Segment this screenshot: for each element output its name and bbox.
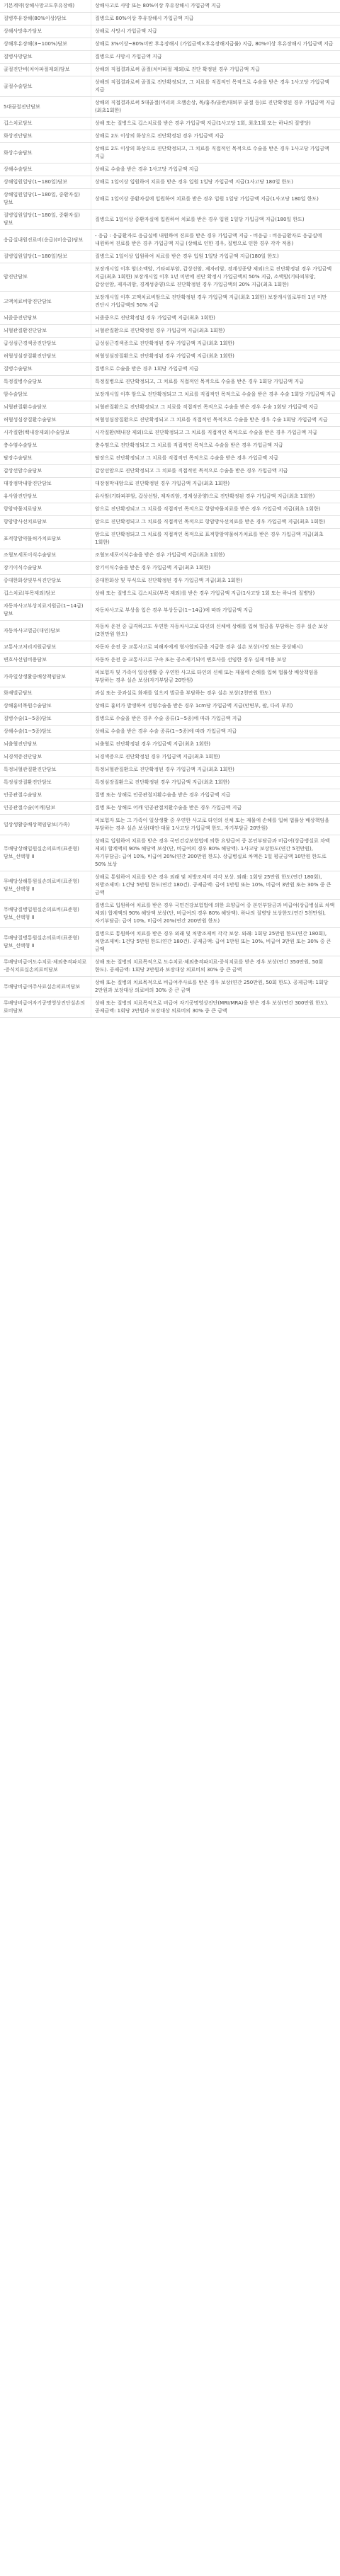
coverage-name: 화상진단담보 bbox=[0, 130, 91, 143]
coverage-description: 뇌혈관질환으로 진단확정된 경우 가입금액 지급(최초 1회한) bbox=[91, 325, 340, 338]
coverage-description: 허혈성심장질환으로 진단확정된 경우 가입금액 지급(최초 1회한) bbox=[91, 350, 340, 363]
coverage-description: 질병으로 80%이상 후유장해시 가입금액 지급 bbox=[91, 13, 340, 25]
coverage-description: 과실 또는 중과실로 화재를 일으켜 벌금을 부담하는 경우 실손 보상(2천만원 한도) bbox=[91, 687, 340, 700]
coverage-description: 자동차사고로 부상을 입은 경우 부상등급(1~14급)에 따라 가입금액 지급 bbox=[91, 600, 340, 621]
coverage-name: 뇌경색증진단담보 bbox=[0, 751, 91, 764]
coverage-name: 특정심장질환진단담보 bbox=[0, 777, 91, 789]
coverage-row bbox=[0, 764, 340, 777]
coverage-row bbox=[0, 25, 340, 38]
coverage-name: 가족일상생활중배상책임담보 bbox=[0, 667, 91, 687]
coverage-description: 질병으로 수술을 받은 경우 수술 종류(1~5종)에 따라 가입금액 지급 bbox=[91, 713, 340, 726]
coverage-description: 상해로 2도 이상의 화상으로 진단확정된 경우 가입금액 지급 bbox=[91, 130, 340, 143]
coverage-row bbox=[0, 452, 340, 465]
coverage-row bbox=[0, 503, 340, 516]
coverage-description: 상해 또는 질병으로 깁스치료를 받은 경우 가입금액 지급(1사고당 1회, 최초1회 또는 하나의 질병당) bbox=[91, 118, 340, 130]
coverage-row bbox=[0, 928, 340, 956]
coverage-row bbox=[0, 376, 340, 389]
coverage-description: 상해 또는 질병으로 깁스치료(부목 제외)를 받은 경우 가입금액 지급(1사고당 1회 또는 하나의 질병당) bbox=[91, 588, 340, 600]
coverage-description: 상해의 직접결과로써 골절로 진단확정되고, 그 치료를 직접적인 목적으로 수술을 받은 경우 1사고당 가입금액 지급 bbox=[91, 76, 340, 97]
coverage-description: 질병으로 1일이상 입원하여 치료를 받은 경우 입원 1일당 가입금액 지급(180일 한도) bbox=[91, 251, 340, 263]
coverage-name: 상해사망추가담보 bbox=[0, 25, 91, 38]
coverage-row bbox=[0, 338, 340, 350]
coverage-name: 골절수술담보 bbox=[0, 76, 91, 97]
coverage-name: 시각질환(백내장제외)수술담보 bbox=[0, 427, 91, 440]
coverage-row bbox=[0, 350, 340, 363]
coverage-name: 장기이식수술담보 bbox=[0, 562, 91, 575]
coverage-description: 질병으로 통원하여 치료를 받은 경우 외래 및 처방조제비 각각 보상. 외래: 1회당 25만원 한도(연간 180회), 처방조제비: 1건당 5만원 한도(연간 180건). 공제금액: 급여 1만원 또는 10%, 비급여 3만원 또는 30% 중 큰 금액 bbox=[91, 928, 340, 956]
coverage-row bbox=[0, 51, 340, 64]
coverage-row bbox=[0, 210, 340, 230]
coverage-description: 상해사고로 사망 또는 80%이상 후유장해시 가입금액 지급 bbox=[91, 0, 340, 13]
coverage-description: 상해로 2도 이상의 화상으로 진단확정되고, 그 치료를 직접적인 목적으로 수술을 받은 경우 1사고당 가입금액 지급 bbox=[91, 143, 340, 164]
coverage-row bbox=[0, 465, 340, 478]
coverage-description: 피보험자 또는 그 가족이 일상생활 중 우연한 사고로 타인의 신체 또는 재물에 손해를 입혀 법률상 배상책임을 부담하는 경우 실손 보상(대인·대물 1사고당 가입금액 한도, 자기부담금 20만원) bbox=[91, 815, 340, 835]
coverage-name: 고액치료비암진단담보 bbox=[0, 292, 91, 312]
coverage-description: 상해로 3%이상~80%미만 후유장해시 (가입금액×후유장해지급률) 지급, 80%이상 후유장해시 가입금액 지급 bbox=[91, 38, 340, 51]
coverage-row bbox=[0, 251, 340, 263]
coverage-description: 질병으로 1일이상 중환자실에 입원하여 치료를 받은 경우 입원 1일당 가입금액 지급(180일 한도) bbox=[91, 210, 340, 230]
coverage-name: 상해입원일당(1~180일)담보 bbox=[0, 176, 91, 189]
coverage-name: 응급실내원진료비(응급)(비응급)담보 bbox=[0, 230, 91, 251]
coverage-description: 보장개시일 이후 암(소액암, 기타피부암, 갑상선암, 제자리암, 경계성종양 제외)으로 진단확정된 경우 가입금액 지급(최초 1회한) 보장개시일 이후 1년 미만에 진단 확정시 가입금액의 50% 지급, 소액암(기타피부암, 갑상선암, 제자리암, 경계성종양)으로 진단확정된 경우 가입금액의 20% 지급(최초 1회한) bbox=[91, 263, 340, 292]
coverage-row bbox=[0, 621, 340, 641]
coverage-name: 뇌혈관질환수술담보 bbox=[0, 401, 91, 414]
coverage-row bbox=[0, 789, 340, 802]
coverage-description: 급성심근경색증으로 진단확정된 경우 가입금액 지급(최초 1회한) bbox=[91, 338, 340, 350]
coverage-name: 질병수술(1~5종)담보 bbox=[0, 713, 91, 726]
coverage-description: 상해로 수술을 받은 경우 1사고당 가입금액 지급 bbox=[91, 164, 340, 176]
coverage-row bbox=[0, 414, 340, 427]
coverage-name: 뇌혈관질환진단담보 bbox=[0, 325, 91, 338]
coverage-row bbox=[0, 440, 340, 452]
coverage-name: 상해후유장해(3~100%)담보 bbox=[0, 38, 91, 51]
coverage-name: 무배당질병입원실손의료비(표준형)담보_선택형 II bbox=[0, 900, 91, 928]
coverage-row bbox=[0, 478, 340, 491]
coverage-name: 유사암진단담보 bbox=[0, 491, 91, 503]
coverage-row bbox=[0, 38, 340, 51]
coverage-name: 질병사망담보 bbox=[0, 51, 91, 64]
coverage-name: 충수염수술담보 bbox=[0, 440, 91, 452]
coverage-description: - 응급 : 응급환자로 응급실에 내원하여 진료를 받은 경우 가입금액 지급 - 비응급 : 비응급환자로 응급실에 내원하여 진료를 받은 경우 가입금액 지급 (상해로 인한 경우, 질병으로 인한 경우 각각 적용) bbox=[91, 230, 340, 251]
coverage-row bbox=[0, 667, 340, 687]
coverage-description: 질병으로 사망시 가입금액 지급 bbox=[91, 51, 340, 64]
coverage-name: 자동차사고벌금(대인)담보 bbox=[0, 621, 91, 641]
coverage-row bbox=[0, 871, 340, 900]
coverage-row bbox=[0, 401, 340, 414]
coverage-name: 인공관절수술담보 bbox=[0, 789, 91, 802]
coverage-description: 뇌졸중으로 진단확정된 경우 가입금액 지급(최초 1회한) bbox=[91, 312, 340, 325]
coverage-row bbox=[0, 76, 340, 97]
coverage-description: 허혈성심장질환으로 진단확정되고 그 치료를 직접적인 목적으로 수술을 받은 경우 수술 1회당 가입금액 지급 bbox=[91, 414, 340, 427]
coverage-row bbox=[0, 325, 340, 338]
coverage-table bbox=[0, 0, 340, 1018]
coverage-row bbox=[0, 164, 340, 176]
coverage-description: 상해 또는 질병의 치료목적으로 도수치료·체외충격파치료·증식치료를 받은 경우 보상(연간 350만원, 50회 한도). 공제금액: 1회당 2만원과 보장대상 의료비의 30% 중 큰 금액 bbox=[91, 956, 340, 977]
coverage-row bbox=[0, 491, 340, 503]
coverage-name: 무배당비급여도수치료·체외충격파치료·증식치료실손의료비담보 bbox=[0, 956, 91, 977]
coverage-description: 조혈모세포이식수술을 받은 경우 가입금액 지급(최초 1회한) bbox=[91, 549, 340, 562]
coverage-row bbox=[0, 516, 340, 529]
coverage-row bbox=[0, 802, 340, 815]
coverage-row bbox=[0, 977, 340, 997]
coverage-name: 허혈성심장질환수술담보 bbox=[0, 414, 91, 427]
coverage-name: 상해입원일당(1~180일, 중환자실)담보 bbox=[0, 189, 91, 210]
coverage-row bbox=[0, 130, 340, 143]
coverage-name: 특정질병수술담보 bbox=[0, 376, 91, 389]
coverage-row bbox=[0, 738, 340, 751]
coverage-row bbox=[0, 562, 340, 575]
coverage-name: 항암약물치료담보 bbox=[0, 503, 91, 516]
coverage-description: 상해로 입원하여 치료를 받은 경우 국민건강보험법에 의한 요양급여 중 본인부담금과 비급여(상급병실료 차액 제외) 합계액의 90% 해당액 보상(단, 비급여의 경우 80% 해당액). 1사고당 보상한도(연간 5천만원), 자기부담금: 급여 10%, 비급여 20%(연간 200만원 한도). 상급병실료 차액은 1일 평균금액 10만원 한도로 50% 보상 bbox=[91, 835, 340, 871]
coverage-description: 암으로 진단확정되고 그 치료를 직접적인 목적으로 표적항암약물허가치료를 받은 경우 가입금액 지급(최초 1회한) bbox=[91, 529, 340, 549]
coverage-description: 자동차 운전 중 교통사고로 피해자에게 형사합의금을 지급한 경우 실손 보상(사망 또는 중상해시) bbox=[91, 641, 340, 654]
coverage-description: 대장점막내암으로 진단확정된 경우 가입금액 지급(최초 1회한) bbox=[91, 478, 340, 491]
coverage-row bbox=[0, 900, 340, 928]
coverage-description: 장기이식수술을 받은 경우 가입금액 지급(최초 1회한) bbox=[91, 562, 340, 575]
coverage-row bbox=[0, 700, 340, 713]
coverage-description: 중대한화상 및 부식으로 진단확정된 경우 가입금액 지급(최초 1회한) bbox=[91, 575, 340, 588]
coverage-description: 암으로 진단확정되고 그 치료를 직접적인 목적으로 항암약물치료를 받은 경우 가입금액 지급(최초 1회한) bbox=[91, 503, 340, 516]
coverage-name: 일상생활중배상책임담보(가족) bbox=[0, 815, 91, 835]
coverage-name: 변호사선임비용담보 bbox=[0, 654, 91, 667]
coverage-name: 화상수술담보 bbox=[0, 143, 91, 164]
coverage-row bbox=[0, 588, 340, 600]
coverage-name: 암진단담보 bbox=[0, 263, 91, 292]
coverage-name: 뇌졸중진단담보 bbox=[0, 312, 91, 325]
coverage-description: 상해의 직접결과로써 5대골절(머리의 으깸손상, 목/흉추/골반/대퇴부 골절 등)로 진단확정된 경우 가입금액 지급(최초1회한) bbox=[91, 97, 340, 118]
coverage-row bbox=[0, 751, 340, 764]
coverage-row bbox=[0, 600, 340, 621]
coverage-description: 상해로 사망시 가입금액 지급 bbox=[91, 25, 340, 38]
coverage-description: 특정뇌혈관질환으로 진단확정된 경우 가입금액 지급(최초 1회한) bbox=[91, 764, 340, 777]
coverage-row bbox=[0, 176, 340, 189]
coverage-name: 깁스치료담보 bbox=[0, 118, 91, 130]
coverage-name: 무배당상해입원실손의료비(표준형)담보_선택형 II bbox=[0, 835, 91, 871]
coverage-description: 뇌혈관질환으로 진단확정되고 그 치료를 직접적인 목적으로 수술을 받은 경우 수술 1회당 가입금액 지급 bbox=[91, 401, 340, 414]
coverage-description: 암으로 진단확정되고 그 치료를 직접적인 목적으로 항암방사선치료를 받은 경우 가입금액 지급(최초 1회한) bbox=[91, 516, 340, 529]
coverage-description: 상해 또는 질병의 치료목적으로 비급여주사료를 받은 경우 보상(연간 250만원, 50회 한도). 공제금액: 1회당 2만원과 보장대상 의료비의 30% 중 큰 금액 bbox=[91, 977, 340, 997]
coverage-name: 갑상선암수술담보 bbox=[0, 465, 91, 478]
coverage-name: 질병입원일당(1~180일, 중환자실)담보 bbox=[0, 210, 91, 230]
coverage-description: 상해 또는 질병의 치료목적으로 비급여 자기공명영상진단(MRI/MRA)을 받은 경우 보상(연간 300만원 한도). 공제금액: 1회당 2만원과 보장대상 의료비의 30% 중 큰 금액 bbox=[91, 997, 340, 1018]
coverage-row bbox=[0, 0, 340, 13]
coverage-row bbox=[0, 654, 340, 667]
coverage-name: 뇌출혈진단담보 bbox=[0, 738, 91, 751]
coverage-description: 뇌경색증으로 진단확정된 경우 가입금액 지급(최초 1회한) bbox=[91, 751, 340, 764]
coverage-description: 질병 또는 상해로 인공관절치환수술을 받은 경우 가입금액 지급 bbox=[91, 789, 340, 802]
coverage-name: 무배당질병통원실손의료비(표준형)담보_선택형 II bbox=[0, 928, 91, 956]
coverage-name: 항암방사선치료담보 bbox=[0, 516, 91, 529]
coverage-name: 조혈모세포이식수술담보 bbox=[0, 549, 91, 562]
coverage-name: 깁스치료(부목제외)담보 bbox=[0, 588, 91, 600]
coverage-row bbox=[0, 312, 340, 325]
coverage-description: 질병으로 수술을 받은 경우 1회당 가입금액 지급 bbox=[91, 363, 340, 376]
coverage-name: 무배당상해통원실손의료비(표준형)담보_선택형 II bbox=[0, 871, 91, 900]
coverage-row bbox=[0, 687, 340, 700]
coverage-name: 화재벌금담보 bbox=[0, 687, 91, 700]
coverage-row bbox=[0, 292, 340, 312]
coverage-name: 암수술담보 bbox=[0, 389, 91, 401]
coverage-row bbox=[0, 549, 340, 562]
coverage-name: 중대한화상및부식진단담보 bbox=[0, 575, 91, 588]
coverage-row bbox=[0, 363, 340, 376]
coverage-row bbox=[0, 143, 340, 164]
coverage-name: 허혈성심장질환진단담보 bbox=[0, 350, 91, 363]
coverage-name: 상해수술담보 bbox=[0, 164, 91, 176]
coverage-row bbox=[0, 230, 340, 251]
coverage-description: 특정심장질환으로 진단확정된 경우 가입금액 지급(최초 1회한) bbox=[91, 777, 340, 789]
coverage-name: 5대골절진단담보 bbox=[0, 97, 91, 118]
coverage-row bbox=[0, 118, 340, 130]
coverage-description: 보장개시일 이후 고액치료비암으로 진단확정된 경우 가입금액 지급(최초 1회한) 보장개시일로부터 1년 미만 진단시 가입금액의 50% 지급 bbox=[91, 292, 340, 312]
coverage-row bbox=[0, 529, 340, 549]
coverage-description: 자동차 운전 중 교통사고로 구속 또는 공소제기되어 변호사를 선임한 경우 실제 비용 보상 bbox=[91, 654, 340, 667]
coverage-row bbox=[0, 263, 340, 292]
coverage-name: 급성심근경색증진단담보 bbox=[0, 338, 91, 350]
coverage-name: 표적항암약물허가치료담보 bbox=[0, 529, 91, 549]
coverage-description: 뇌출혈로 진단확정된 경우 가입금액 지급(최초 1회한) bbox=[91, 738, 340, 751]
coverage-description: 충수염으로 진단확정되고 그 치료를 직접적인 목적으로 수술을 받은 경우 가입금액 지급 bbox=[91, 440, 340, 452]
coverage-table-body bbox=[0, 0, 340, 1018]
coverage-name: 골절진단비(치아파절제외)담보 bbox=[0, 64, 91, 76]
coverage-description: 특정질병으로 진단확정되고, 그 치료를 직접적인 목적으로 수술을 받은 경우 1회당 가입금액 지급 bbox=[91, 376, 340, 389]
coverage-name: 무배당비급여주사료실손의료비담보 bbox=[0, 977, 91, 997]
coverage-row bbox=[0, 726, 340, 738]
coverage-description: 상해의 직접결과로써 골절(치아파절 제외)로 진단 확정된 경우 가입금액 지급 bbox=[91, 64, 340, 76]
coverage-description: 피보험자 및 가족이 일상생활 중 우연한 사고로 타인의 신체 또는 재물에 손해를 입혀 법률상 배상책임을 부담하는 경우 실손 보상(자기부담금 20만원) bbox=[91, 667, 340, 687]
coverage-name: 상해흉터복원수술담보 bbox=[0, 700, 91, 713]
coverage-name: 상해수술(1~5종)담보 bbox=[0, 726, 91, 738]
coverage-description: 질병 또는 상해로 어깨 인공관절치환수술을 받은 경우 가입금액 지급 bbox=[91, 802, 340, 815]
coverage-description: 시각질환(백내장 제외)으로 진단확정되고 그 치료를 직접적인 목적으로 수술을 받은 경우 가입금액 지급 bbox=[91, 427, 340, 440]
coverage-name: 질병입원일당(1~180일)담보 bbox=[0, 251, 91, 263]
coverage-description: 상해로 1일이상 중환자실에 입원하여 치료를 받은 경우 입원 1일당 가입금액 지급(1사고당 180일 한도) bbox=[91, 189, 340, 210]
coverage-description: 유사암(기타피부암, 갑상선암, 제자리암, 경계성종양)으로 진단확정된 경우 가입금액 지급(최초 1회한) bbox=[91, 491, 340, 503]
coverage-name: 무배당비급여자기공명영상진단실손의료비담보 bbox=[0, 997, 91, 1018]
coverage-description: 탈장으로 진단확정되고 그 치료를 직접적인 목적으로 수술을 받은 경우 가입금액 지급 bbox=[91, 452, 340, 465]
coverage-description: 갑상선암으로 진단확정되고 그 치료를 직접적인 목적으로 수술을 받은 경우 가입금액 지급 bbox=[91, 465, 340, 478]
coverage-row bbox=[0, 641, 340, 654]
coverage-name: 기본계약(상해사망고도후유장해) bbox=[0, 0, 91, 13]
coverage-row bbox=[0, 64, 340, 76]
coverage-row bbox=[0, 97, 340, 118]
coverage-name: 탈장수술담보 bbox=[0, 452, 91, 465]
coverage-row bbox=[0, 777, 340, 789]
coverage-row bbox=[0, 956, 340, 977]
coverage-row bbox=[0, 389, 340, 401]
coverage-name: 교통사고처리지원금담보 bbox=[0, 641, 91, 654]
coverage-row bbox=[0, 189, 340, 210]
coverage-row bbox=[0, 997, 340, 1018]
coverage-name: 특정뇌혈관질환진단담보 bbox=[0, 764, 91, 777]
coverage-name: 자동차사고부상치료지원금(1~14급)담보 bbox=[0, 600, 91, 621]
coverage-row bbox=[0, 815, 340, 835]
coverage-description: 상해로 수술을 받은 경우 수술 종류(1~5종)에 따라 가입금액 지급 bbox=[91, 726, 340, 738]
coverage-row bbox=[0, 713, 340, 726]
coverage-description: 자동차 운전 중 급격하고도 우연한 자동차사고로 타인의 신체에 상해를 입혀 벌금을 부담하는 경우 실손 보상(2천만원 한도) bbox=[91, 621, 340, 641]
coverage-description: 질병으로 입원하여 치료를 받은 경우 국민건강보험법에 의한 요양급여 중 본인부담금과 비급여(상급병실료 차액 제외) 합계액의 90% 해당액 보상(단, 비급여의 경우 80% 해당액). 하나의 질병당 보상한도(연간 5천만원), 자기부담금: 급여 10%, 비급여 20%(연간 200만원 한도) bbox=[91, 900, 340, 928]
coverage-description: 보장개시일 이후 암으로 진단확정되고 그 치료를 직접적인 목적으로 수술을 받은 경우 수술 1회당 가입금액 지급 bbox=[91, 389, 340, 401]
coverage-description: 상해로 흉터가 발생하여 성형수술을 받은 경우 1cm당 가입금액 지급(안면부, 팔, 다리 부위) bbox=[91, 700, 340, 713]
coverage-row bbox=[0, 427, 340, 440]
coverage-name: 질병후유장해(80%이상)담보 bbox=[0, 13, 91, 25]
coverage-row bbox=[0, 13, 340, 25]
coverage-name: 인공관절수술(어깨)담보 bbox=[0, 802, 91, 815]
coverage-row bbox=[0, 835, 340, 871]
coverage-name: 대장점막내암진단담보 bbox=[0, 478, 91, 491]
coverage-name: 질병수술담보 bbox=[0, 363, 91, 376]
coverage-description: 상해로 1일이상 입원하여 치료를 받은 경우 입원 1일당 가입금액 지급(1사고당 180일 한도) bbox=[91, 176, 340, 189]
coverage-row bbox=[0, 575, 340, 588]
coverage-description: 상해로 통원하여 치료를 받은 경우 외래 및 처방조제비 각각 보상. 외래: 1회당 25만원 한도(연간 180회), 처방조제비: 1건당 5만원 한도(연간 180건). 공제금액: 급여 1만원 또는 10%, 비급여 3만원 또는 30% 중 큰 금액 bbox=[91, 871, 340, 900]
